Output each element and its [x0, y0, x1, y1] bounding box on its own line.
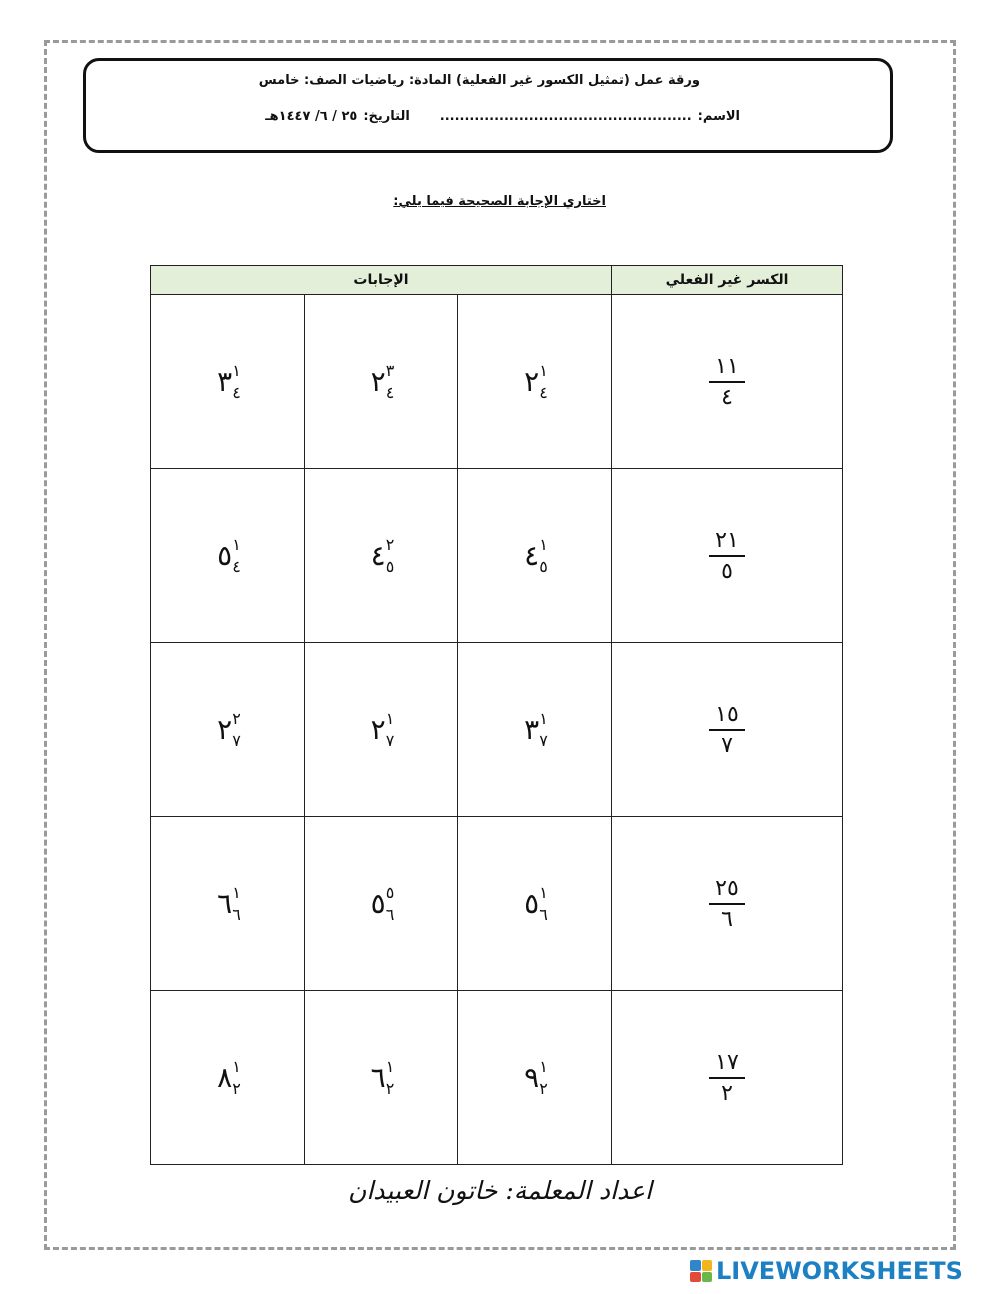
fraction-numerator: ١٧: [715, 1049, 739, 1075]
mixed-fraction: [232, 710, 241, 750]
mixed-denominator: ٧: [539, 730, 548, 750]
improper-fraction-cell: [612, 469, 843, 643]
answer-option[interactable]: [151, 643, 305, 817]
mixed-numerator: ٣: [385, 360, 395, 380]
mixed-fraction: [539, 362, 548, 402]
mixed-denominator: ٦: [539, 904, 548, 924]
fraction-denominator: ٢: [721, 1080, 733, 1106]
date-value: ٢٥ / ٦/ ١٤٤٧هـ: [265, 109, 358, 124]
mixed-number: [214, 536, 241, 576]
mixed-numerator: ١: [539, 708, 548, 728]
mixed-fraction: [386, 884, 395, 924]
mixed-whole: ٣: [524, 713, 540, 746]
mixed-whole: ٥: [217, 539, 233, 572]
improper-fraction: [709, 1050, 745, 1106]
mixed-denominator: ٤: [232, 382, 241, 402]
mixed-whole: ٢: [217, 713, 233, 746]
answer-option[interactable]: [151, 469, 305, 643]
brand-text: LIVEWORKSHEETS: [716, 1257, 963, 1285]
mixed-number: [214, 710, 241, 750]
table-row: [151, 469, 843, 643]
mixed-whole: ٩: [524, 1061, 540, 1094]
fraction-numerator: ٢١: [715, 527, 739, 553]
mixed-denominator: ٧: [385, 730, 395, 750]
improper-fraction-cell: [612, 295, 843, 469]
mixed-number: [521, 884, 548, 924]
mixed-fraction: [386, 362, 395, 402]
fraction-numerator: ١١: [715, 353, 739, 379]
mixed-fraction: [539, 710, 548, 750]
mixed-number: [521, 362, 548, 402]
mixed-fraction: [539, 884, 548, 924]
mixed-number: [368, 536, 395, 576]
answer-option[interactable]: [458, 469, 612, 643]
mixed-numerator: ١: [385, 1056, 395, 1076]
fraction-denominator: ٤: [721, 384, 733, 410]
mixed-whole: ٥: [524, 887, 540, 920]
name-blank[interactable]: ...................................................: [439, 109, 692, 124]
table-row: [151, 643, 843, 817]
answer-option[interactable]: [305, 817, 458, 991]
fraction-denominator: ٥: [721, 558, 733, 584]
mixed-numerator: ١: [232, 1056, 241, 1076]
mixed-number: [214, 362, 241, 402]
fraction-numerator: ١٥: [715, 701, 739, 727]
mixed-numerator: ٥: [385, 882, 395, 902]
mixed-fraction: [539, 536, 548, 576]
mixed-numerator: ١: [232, 882, 241, 902]
mixed-denominator: ٥: [539, 556, 548, 576]
answer-option[interactable]: [151, 295, 305, 469]
mixed-numerator: ٢: [385, 534, 395, 554]
improper-fraction: [709, 702, 745, 758]
mixed-denominator: ٤: [232, 556, 241, 576]
mixed-denominator: ٧: [232, 730, 241, 750]
mixed-numerator: ١: [539, 1056, 548, 1076]
answer-option[interactable]: [305, 295, 458, 469]
mixed-denominator: ٥: [385, 556, 395, 576]
fraction-denominator: ٧: [721, 732, 733, 758]
answer-option[interactable]: [458, 817, 612, 991]
mixed-number: [521, 1058, 548, 1098]
answer-option[interactable]: [151, 817, 305, 991]
mixed-number: [368, 362, 395, 402]
answer-option[interactable]: [458, 643, 612, 817]
mixed-whole: ٣: [217, 365, 233, 398]
mixed-numerator: ١: [385, 708, 395, 728]
mixed-number: [368, 710, 395, 750]
improper-fraction-cell: [612, 991, 843, 1165]
mixed-whole: ٤: [524, 539, 540, 572]
mixed-fraction: [232, 536, 241, 576]
answer-option[interactable]: [151, 991, 305, 1165]
table-row: [151, 991, 843, 1165]
mixed-fraction: [232, 884, 241, 924]
mixed-fraction: [232, 362, 241, 402]
mixed-whole: ٨: [217, 1061, 233, 1094]
improper-fraction: [709, 528, 745, 584]
fraction-numerator: ٢٥: [715, 875, 739, 901]
mixed-denominator: ٤: [385, 382, 395, 402]
mixed-number: [368, 884, 395, 924]
improper-fraction-cell: [612, 643, 843, 817]
liveworksheets-logo-icon: [690, 1260, 712, 1282]
worksheet-title: ورقة عمل (تمثيل الكسور غير الفعلية) المادة: رياضيات الصف: خامس: [258, 73, 700, 88]
answer-option[interactable]: [305, 991, 458, 1165]
fraction-denominator: ٦: [721, 906, 733, 932]
mixed-whole: ٢: [370, 713, 386, 746]
mixed-fraction: [386, 710, 395, 750]
mixed-number: [214, 884, 241, 924]
mixed-fraction: [386, 536, 395, 576]
answer-option[interactable]: [305, 643, 458, 817]
mixed-numerator: ١: [232, 360, 241, 380]
answer-option[interactable]: [305, 469, 458, 643]
mixed-numerator: ١: [539, 882, 548, 902]
table-row: [151, 817, 843, 991]
mixed-whole: ٢: [370, 365, 386, 398]
mixed-number: [521, 536, 548, 576]
mixed-numerator: ١: [539, 360, 548, 380]
name-label: الاسم:: [697, 109, 740, 124]
mixed-numerator: ١: [232, 534, 241, 554]
improper-fraction-cell: [612, 817, 843, 991]
mixed-numerator: ٢: [232, 708, 241, 728]
mixed-number: [368, 1058, 395, 1098]
mixed-fraction: [386, 1058, 395, 1098]
answers-column-header: الإجابات: [151, 266, 612, 295]
worksheet-header: [83, 58, 893, 153]
mixed-denominator: ٢: [539, 1078, 548, 1098]
improper-fraction: [709, 876, 745, 932]
mixed-whole: ٦: [370, 1061, 386, 1094]
fraction-column-header: الكسر غير الفعلي: [612, 266, 843, 295]
mixed-denominator: ٢: [232, 1078, 241, 1098]
mixed-whole: ٥: [370, 887, 386, 920]
teacher-signature: اعداد المعلمة: خاتون العبيدان: [348, 1176, 652, 1205]
mixed-fraction: [232, 1058, 241, 1098]
mixed-whole: ٢: [524, 365, 540, 398]
mixed-denominator: ٦: [232, 904, 241, 924]
answer-option[interactable]: [458, 991, 612, 1165]
mixed-fraction: [539, 1058, 548, 1098]
answer-option[interactable]: [458, 295, 612, 469]
mixed-whole: ٤: [370, 539, 386, 572]
liveworksheets-brand[interactable]: [690, 1256, 990, 1286]
mixed-whole: ٦: [217, 887, 233, 920]
mixed-number: [214, 1058, 241, 1098]
table-row: [151, 295, 843, 469]
fractions-table: [150, 265, 843, 1165]
mixed-denominator: ٦: [385, 904, 395, 924]
date-label: التاريخ:: [363, 109, 410, 124]
student-info-line: [265, 109, 740, 124]
mixed-number: [521, 710, 548, 750]
mixed-denominator: ٢: [385, 1078, 395, 1098]
instruction-text: اختاري الإجابة الصحيحة فيما يلي:: [393, 194, 606, 209]
improper-fraction: [709, 354, 745, 410]
mixed-denominator: ٤: [539, 382, 548, 402]
mixed-numerator: ١: [539, 534, 548, 554]
